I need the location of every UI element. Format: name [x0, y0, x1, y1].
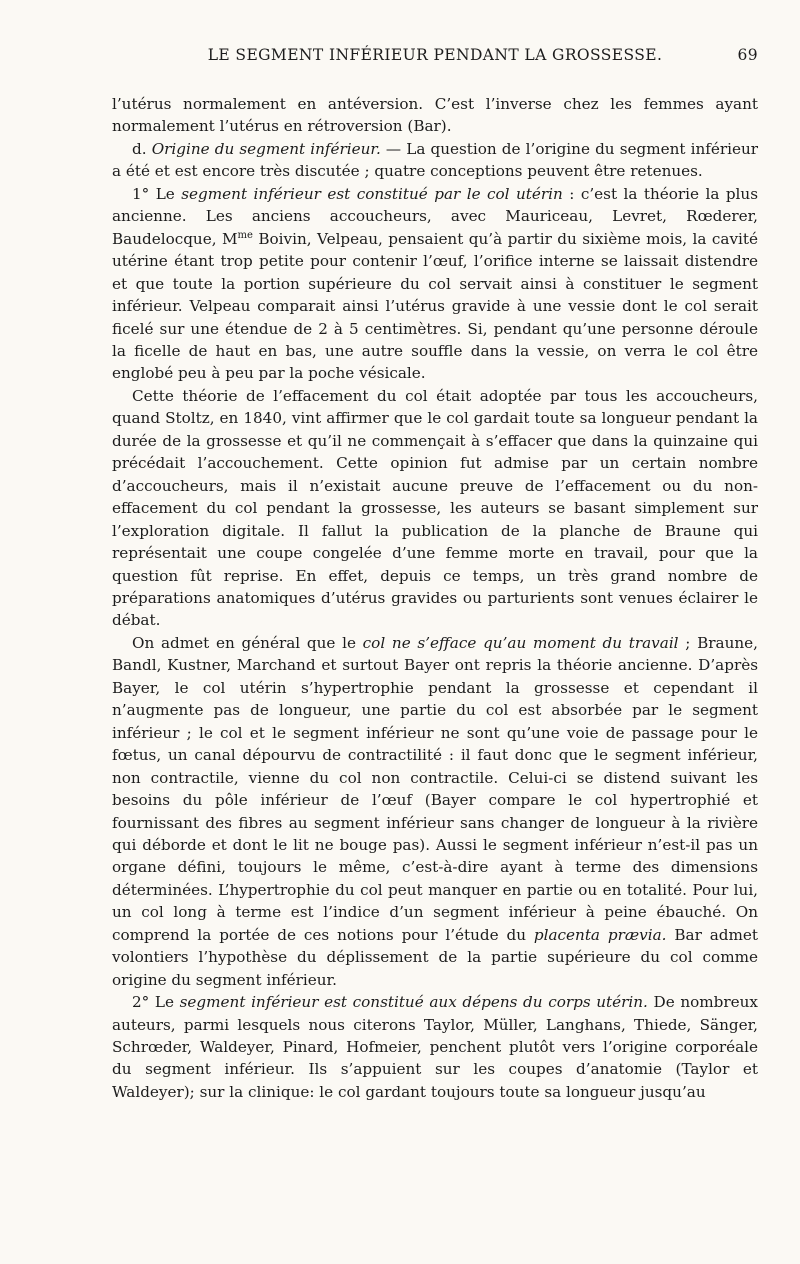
italic-text: segment inférieur est constitué aux dépens du corps utérin. [179, 993, 648, 1012]
text-run: — La question de l’origine du segment inférieur a été et est encore très discutée ; quatre conceptions peuvent être retenues. [112, 139, 758, 181]
running-title: LE SEGMENT INFÉRIEUR PENDANT LA GROSSESSE. [207, 46, 663, 64]
paragraph [112, 632, 758, 991]
text-run: d. [132, 139, 152, 158]
text-run: l’utérus normalement en antéversion. C’est l’inverse chez les femmes ayant normalement l’utérus en rétroversion (Bar). [112, 95, 758, 136]
italic-text: segment inférieur est constitué par le col utérin [181, 184, 563, 203]
text-run: Boivin, Velpeau, pensaient qu’à partir du sixième mois, la cavité utérine étant trop petite pour contenir l’œuf, l’orifice interne se laissait distendre et que toute la portion supérieure du col servait ainsi à constituer le segment inférieur. Velpeau comparait ainsi l’utérus gravide à une vessie dont le col serait ficelé sur une étendue de 2 à 5 centimètres. Si, pendant qu’une personne déroule la ficelle de haut en bas, une autre souffle dans la vessie, on verra le col être englobé peu à peu par la poche vésicale. [112, 229, 758, 383]
paragraph [112, 93, 758, 138]
paragraph [112, 183, 758, 385]
italic-text: placenta prævia. [533, 925, 667, 944]
text-run: On admet en général que le [132, 633, 363, 652]
text-run: Bar admet volontiers l’hypothèse du déplissement de la partie supérieure du col comme origine du segment inférieur. [112, 925, 758, 989]
paragraph [112, 991, 758, 1103]
italic-text: col ne s’efface qu’au moment du travail [362, 633, 679, 652]
running-header [112, 46, 758, 74]
text-run: Cette théorie de l’effacement du col était adoptée par tous les accoucheurs, quand Stoltz, en 1840, vint affirmer que le col gardait toute sa longueur pendant la durée de la grossesse et qu’il ne commençait à s’effacer que dans la quinzaine qui précédait l’accouchement. Cette opinion fut admise par un certain nombre d’accoucheurs, mais il n’existait aucune preuve de l’effacement ou du non-effacement du col pendant la grossesse, les auteurs se basant simplement sur l’exploration digitale. Il fallut la publication de la planche de Braune qui représentait une coupe congelée d’une femme morte en travail, pour que la question fût reprise. En effet, depuis ce temps, un très grand nombre de préparations anatomiques d’utérus gravides ou parturients sont venues éclairer le débat. [112, 386, 758, 630]
text-run: : c’est la théorie la plus ancienne. Les anciens accoucheurs, avec Mauriceau, Levret, Rœderer, Baudelocque, M [112, 184, 758, 248]
text-run: ; Braune, Bandl, Kustner, Marchand et surtout Bayer ont repris la théorie ancienne. D’après Bayer, le col utérin s’hypertrophie pendant la grossesse et cependant il n’augmente pas de longueur, une partie du col est absorbée par le segment inférieur ; le col et le segment inférieur ne sont qu’une voie de passage pour le fœtus, un canal dépourvu de contractilité : il faut donc que le segment inférieur, non contractile, vienne du col non contractile. Celui-ci se distend suivant les besoins du pôle inférieur de l’œuf (Bayer compare le col hypertrophié et fournissant des fibres au segment inférieur sans changer de longueur à la rivière qui déborde et dont le lit ne bouge pas). Aussi le segment inférieur n’est-il pas un organe défini, toujours le même, c’est-à-dire ayant à terme des dimensions déterminées. L’hypertrophie du col peut manquer en partie ou en totalité. Pour lui, un col long à terme est l’indice d’un segment inférieur à peine ébauché. On comprend la portée de ces notions pour l’étude du [112, 633, 758, 944]
body-text [112, 93, 758, 1103]
text-run: 1° Le [132, 184, 182, 203]
paragraph [112, 138, 758, 183]
text-run: De nombreux auteurs, parmi lesquels nous citerons Taylor, Müller, Langhans, Thiede, Sänger, Schrœder, Waldeyer, Pinard, Hofmeier, penchent plutôt vers l’origine corporéale du segment inférieur. Ils s’appuient sur les coupes d’anatomie (Taylor et Waldeyer); sur la clinique: le col gardant toujours toute sa longueur jusqu’au [112, 993, 758, 1101]
superscript-text: me [237, 229, 253, 241]
page-number: 69 [737, 46, 758, 64]
paragraph [112, 385, 758, 632]
text-run: 2° Le [132, 993, 180, 1012]
italic-text: Origine du segment inférieur. [151, 139, 381, 158]
